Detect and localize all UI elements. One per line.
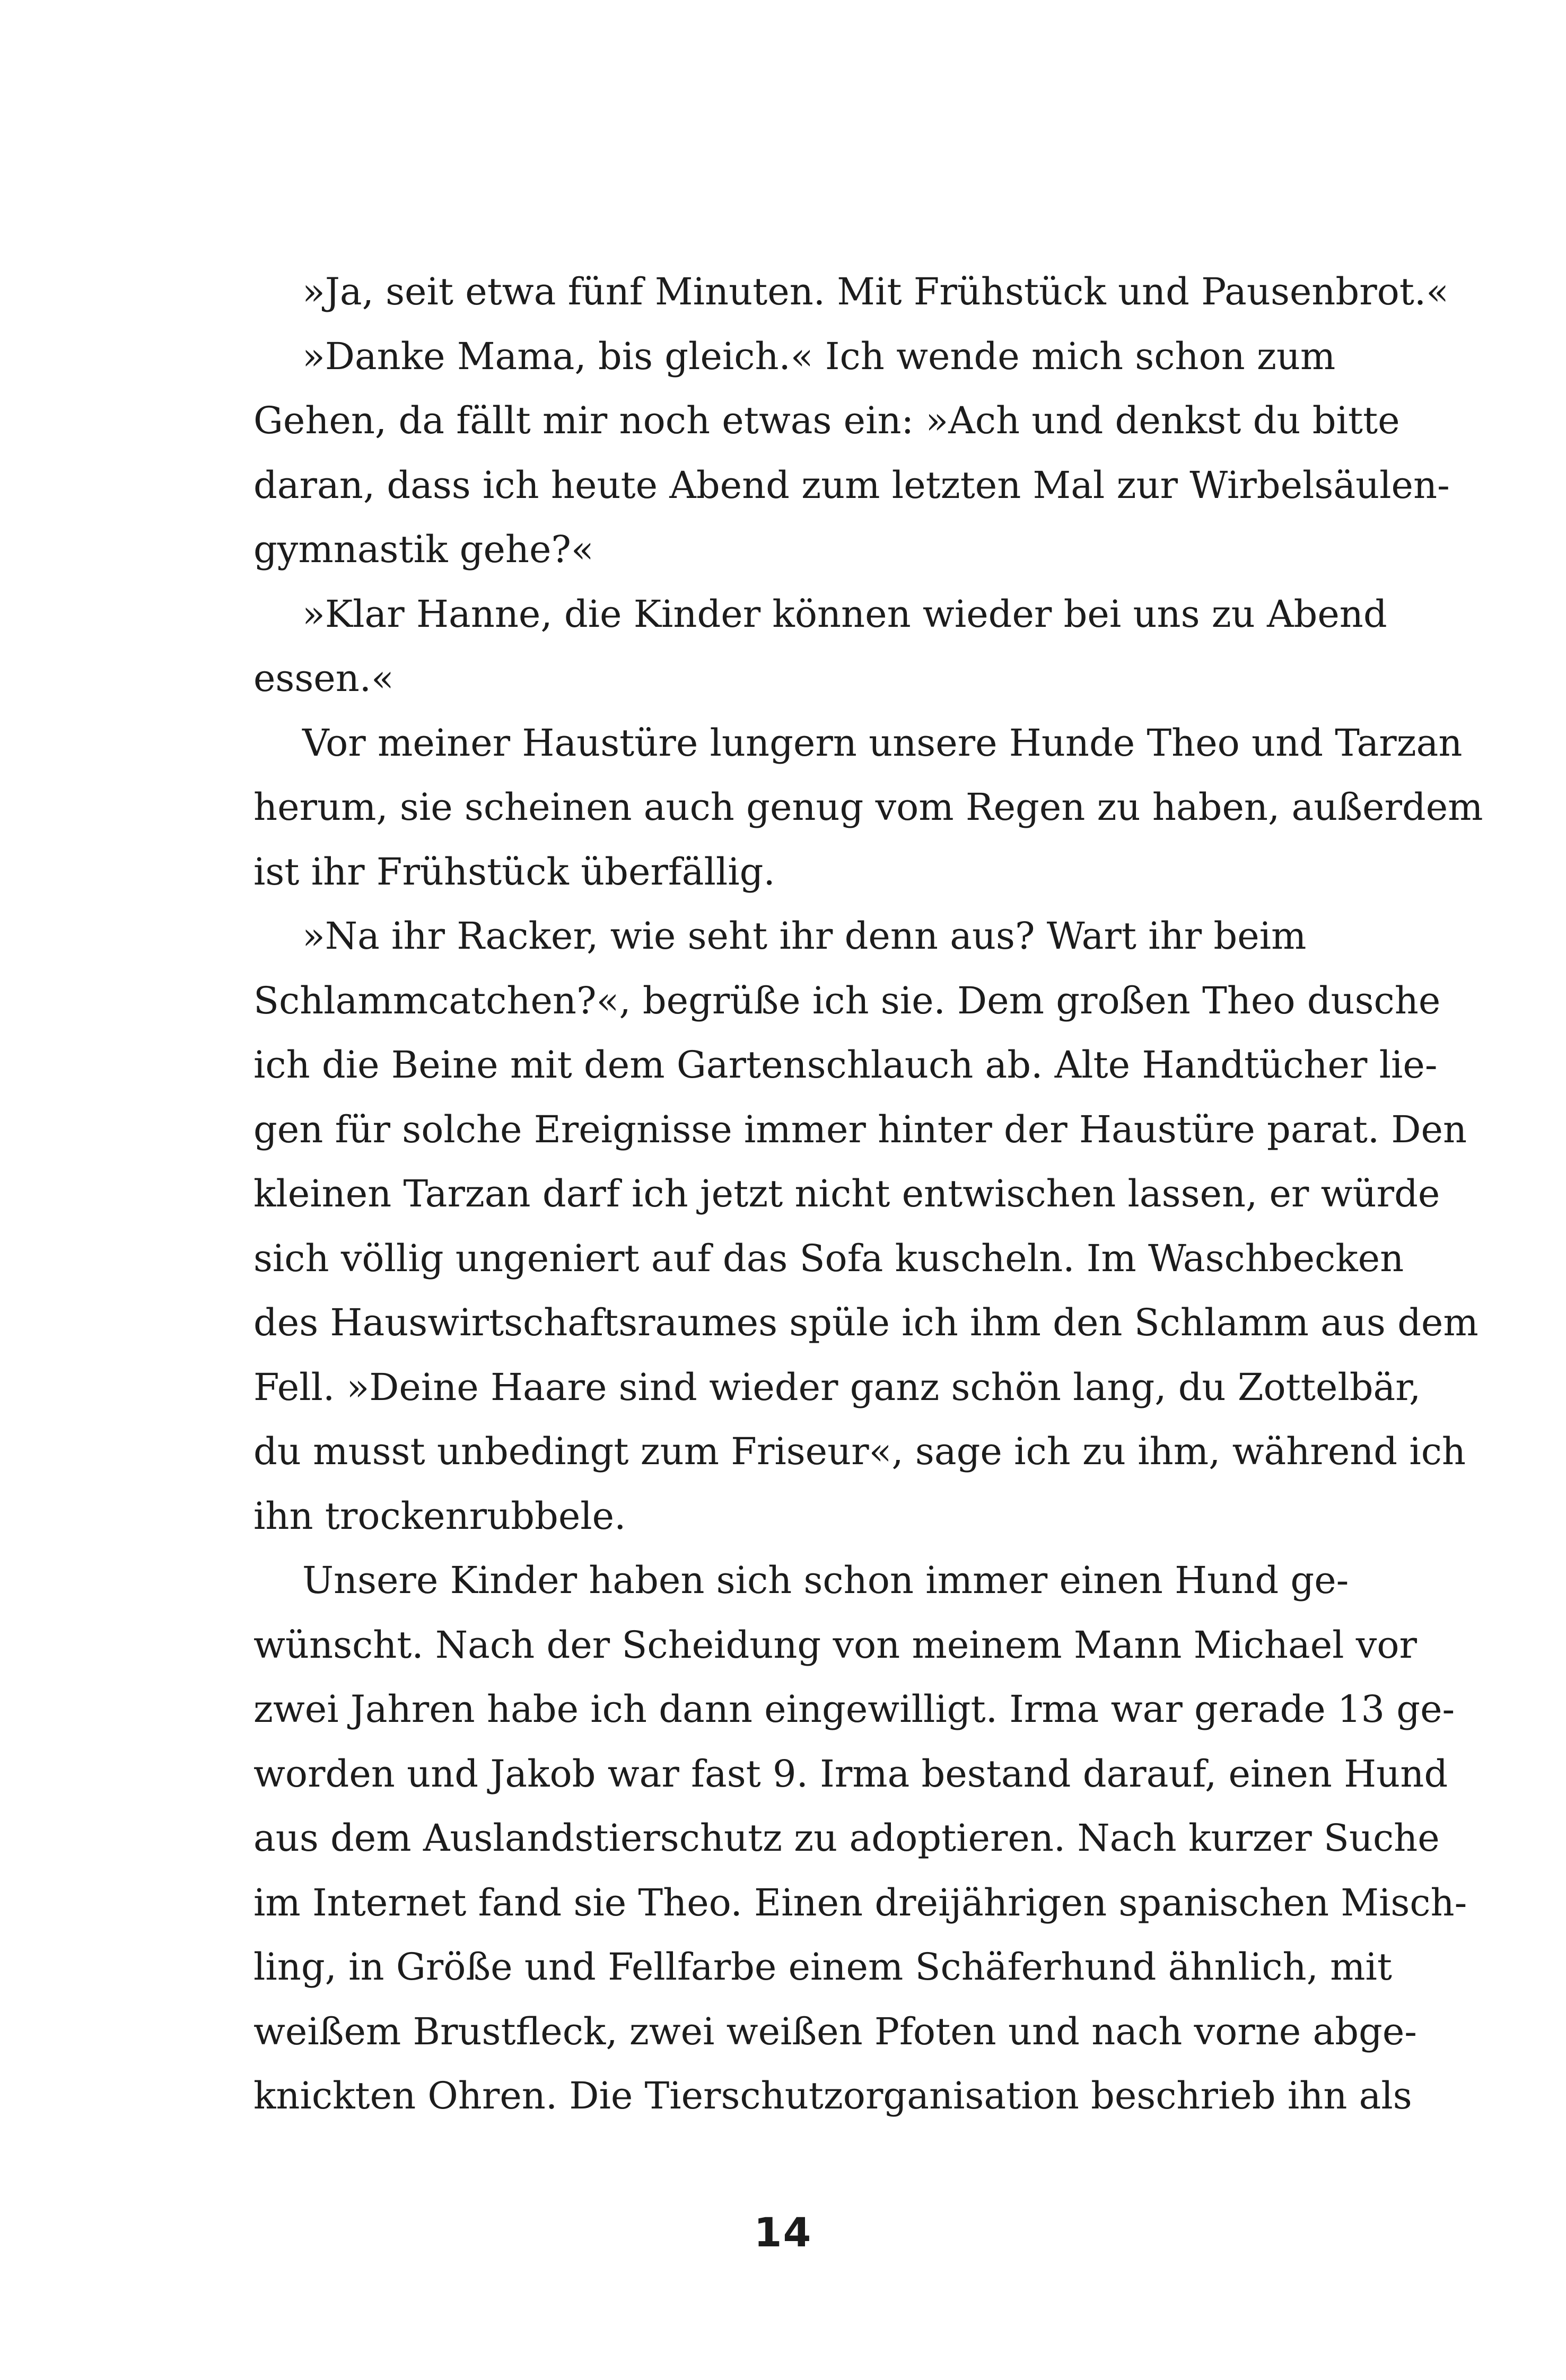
text-line: worden und Jakob war fast 9. Irma bestand darauf, einen Hund [253, 1752, 1448, 1796]
text-line: »Klar Hanne, die Kinder können wieder bei uns zu Abend [302, 592, 1387, 636]
text-line: des Hauswirtschaftsraumes spüle ich ihm den Schlamm aus dem [253, 1301, 1478, 1344]
text-line: wünscht. Nach der Scheidung von meinem Mann Michael vor [253, 1623, 1417, 1667]
text-line: »Danke Mama, bis gleich.« Ich wende mich schon zum [302, 334, 1336, 378]
text-line: herum, sie scheinen auch genug vom Regen zu haben, außerdem [253, 785, 1483, 829]
body-text [253, 260, 1483, 2129]
text-line: im Internet fand sie Theo. Einen dreijährigen spanischen Misch- [253, 1880, 1467, 1924]
text-line: kleinen Tarzan darf ich jetzt nicht entwischen lassen, er würde [253, 1172, 1440, 1215]
text-line: ich die Beine mit dem Gartenschlauch ab. Alte Handtücher lie- [253, 1043, 1438, 1087]
text-line: weißem Brustfleck, zwei weißen Pfoten und nach vorne abge- [253, 2009, 1417, 2053]
text-line: daran, dass ich heute Abend zum letzten Mal zur Wirbelsäulen- [253, 463, 1450, 507]
text-line: essen.« [253, 657, 394, 700]
text-line: Schlammcatchen?«, begrüße ich sie. Dem großen Theo dusche [253, 978, 1441, 1022]
text-line: »Na ihr Racker, wie seht ihr denn aus? Wart ihr beim [302, 914, 1307, 958]
text-line: zwei Jahren habe ich dann eingewilligt. Irma war gerade 13 ge- [253, 1687, 1455, 1731]
text-line: aus dem Auslandstierschutz zu adoptieren. Nach kurzer Suche [253, 1816, 1440, 1860]
text-line: ihn trockenrubbele. [253, 1494, 626, 1538]
text-line: gen für solche Ereignisse immer hinter der Haustüre parat. Den [253, 1107, 1467, 1151]
text-line: Unsere Kinder haben sich schon immer einen Hund ge- [302, 1559, 1349, 1602]
text-line: Gehen, da fällt mir noch etwas ein: »Ach und denkst du bitte [253, 399, 1400, 442]
text-line: ist ihr Frühstück überfällig. [253, 850, 775, 894]
text-line: ling, in Größe und Fellfarbe einem Schäferhund ähnlich, mit [253, 1945, 1392, 1989]
text-line: Vor meiner Haustüre lungern unsere Hunde Theo und Tarzan [302, 721, 1463, 765]
text-line: knickten Ohren. Die Tierschutzorganisation beschrieb ihn als [253, 2074, 1412, 2118]
page-number: 14 [754, 2209, 812, 2256]
text-line: gymnastik gehe?« [253, 528, 594, 571]
text-line: du musst unbedingt zum Friseur«, sage ich zu ihm, während ich [253, 1430, 1466, 1473]
text-line: Fell. »Deine Haare sind wieder ganz schön lang, du Zottelbär, [253, 1365, 1421, 1409]
text-line: »Ja, seit etwa fünf Minuten. Mit Frühstück und Pausenbrot.« [302, 270, 1449, 313]
text-line: sich völlig ungeniert auf das Sofa kuscheln. Im Waschbecken [253, 1236, 1404, 1280]
